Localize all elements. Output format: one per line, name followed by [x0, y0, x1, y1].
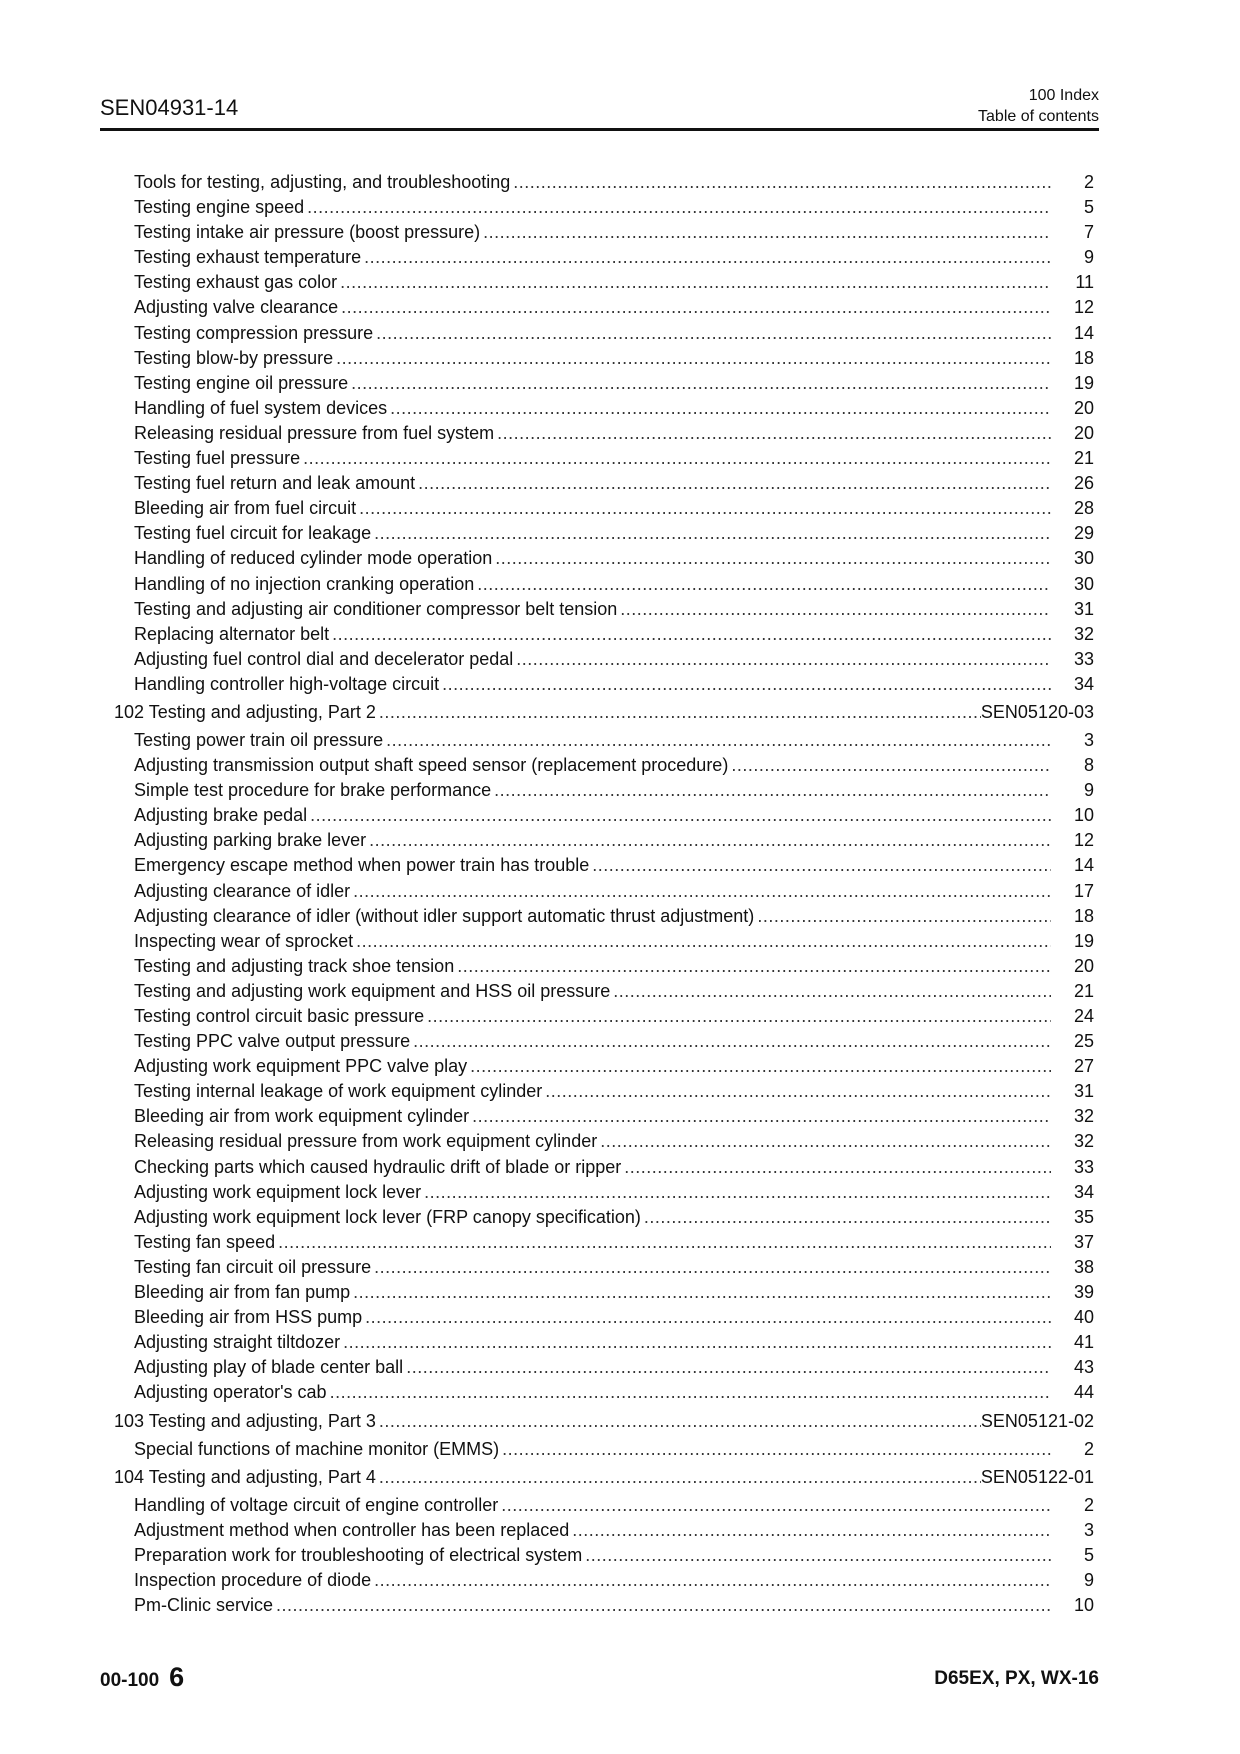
toc-entry-row	[114, 1332, 1094, 1357]
toc-leader-dots	[600, 1131, 1051, 1152]
toc-entry-title: Inspecting wear of sprocket	[134, 930, 354, 951]
header-section	[978, 85, 1099, 127]
toc-leader-dots	[353, 1282, 1051, 1303]
toc-entry-title: Pm-Clinic service	[134, 1594, 274, 1615]
toc-entry-title: Emergency escape method when power train has trouble	[134, 855, 590, 876]
toc-entry-page: 35	[1073, 1206, 1094, 1227]
toc-entry-page: 7	[1083, 222, 1094, 243]
table-of-contents	[114, 172, 1094, 1620]
toc-entry-title: Adjusting play of blade center ball	[134, 1357, 404, 1378]
toc-leader-dots	[341, 297, 1051, 318]
toc-entry-page: 34	[1073, 673, 1094, 694]
toc-leader-dots	[644, 1207, 1051, 1228]
toc-leader-dots	[424, 1182, 1051, 1203]
toc-entry-title: 102 Testing and adjusting, Part 2	[114, 701, 376, 722]
toc-leader-dots	[353, 881, 1051, 902]
toc-leader-dots	[406, 1357, 1051, 1378]
toc-entry-title: Adjusting work equipment lock lever	[134, 1181, 422, 1202]
toc-entry-title: Bleeding air from HSS pump	[134, 1307, 363, 1328]
toc-leader-dots	[379, 1411, 981, 1432]
toc-entry-title: Bleeding air from work equipment cylinder	[134, 1106, 470, 1127]
toc-entry-title: Testing fuel return and leak amount	[134, 473, 416, 494]
toc-leader-dots	[457, 956, 1051, 977]
toc-entry-row	[114, 498, 1094, 523]
toc-entry-title: Bleeding air from fan pump	[134, 1282, 351, 1303]
toc-entry-title: Bleeding air from fuel circuit	[134, 498, 357, 519]
toc-entry-row	[114, 247, 1094, 272]
toc-leader-dots	[516, 649, 1051, 670]
toc-entry-row	[114, 423, 1094, 448]
toc-entry-page: 5	[1083, 197, 1094, 218]
toc-leader-dots	[364, 247, 1051, 268]
toc-entry-row	[114, 1006, 1094, 1031]
toc-entry-page: 17	[1073, 880, 1094, 901]
footer-page-ref	[100, 1662, 184, 1693]
toc-entry-page: 39	[1073, 1282, 1094, 1303]
toc-entry-page: 37	[1073, 1231, 1094, 1252]
toc-entry-title: Checking parts which caused hydraulic drift of blade or ripper	[134, 1156, 622, 1177]
toc-entry-row	[114, 780, 1094, 805]
toc-leader-dots	[376, 323, 1051, 344]
toc-entry-row	[114, 574, 1094, 599]
toc-entry-title: Testing intake air pressure (boost pressure)	[134, 222, 481, 243]
toc-entry-title: Testing blow-by pressure	[134, 347, 334, 368]
toc-entry-page: 2	[1083, 1494, 1094, 1515]
toc-entry-title: Adjusting operator's cab	[134, 1382, 327, 1403]
toc-section-row	[114, 699, 1094, 730]
toc-leader-dots	[307, 197, 1051, 218]
toc-entry-row	[114, 730, 1094, 755]
toc-leader-dots	[494, 780, 1051, 801]
toc-entry-page: 20	[1073, 955, 1094, 976]
toc-entry-page: 38	[1073, 1256, 1094, 1277]
toc-leader-dots	[336, 348, 1051, 369]
toc-entry-page: 21	[1073, 448, 1094, 469]
toc-entry-page: 18	[1073, 347, 1094, 368]
toc-leader-dots	[757, 906, 1051, 927]
toc-entry-page: 20	[1073, 422, 1094, 443]
toc-entry-page: 2	[1083, 172, 1094, 192]
toc-entry-page: 2	[1083, 1438, 1094, 1459]
toc-entry-page: 44	[1073, 1382, 1094, 1403]
toc-entry-page: 32	[1073, 623, 1094, 644]
toc-entry-page: 28	[1073, 498, 1094, 519]
toc-entry-title: Handling of reduced cylinder mode operation	[134, 548, 493, 569]
toc-entry-page: 26	[1073, 473, 1094, 494]
toc-leader-dots	[495, 548, 1051, 569]
toc-leader-dots	[351, 373, 1051, 394]
toc-entry-row	[114, 398, 1094, 423]
toc-entry-row	[114, 548, 1094, 573]
footer-models: D65EX, PX, WX-16	[934, 1668, 1099, 1689]
toc-leader-dots	[356, 931, 1051, 952]
toc-entry-row	[114, 448, 1094, 473]
toc-entry-title: Special functions of machine monitor (EMMS)	[134, 1438, 500, 1459]
toc-entry-title: Testing compression pressure	[134, 322, 374, 343]
toc-entry-page: 33	[1073, 1156, 1094, 1177]
toc-leader-dots	[330, 1382, 1051, 1403]
toc-entry-page: 20	[1073, 397, 1094, 418]
toc-leader-dots	[332, 624, 1051, 645]
toc-leader-dots	[513, 172, 1051, 193]
toc-entry-row	[114, 1545, 1094, 1570]
toc-entry-row	[114, 373, 1094, 398]
toc-entry-row	[114, 649, 1094, 674]
toc-entry-page: 10	[1073, 1594, 1094, 1615]
toc-entry-row	[114, 1232, 1094, 1257]
toc-entry-title: Testing and adjusting track shoe tension	[134, 955, 455, 976]
toc-entry-row	[114, 1081, 1094, 1106]
toc-leader-dots	[483, 222, 1051, 243]
toc-leader-dots	[620, 599, 1051, 620]
toc-entry-title: Testing fuel pressure	[134, 448, 301, 469]
toc-entry-row	[114, 1520, 1094, 1545]
toc-entry-page: 33	[1073, 648, 1094, 669]
toc-entry-title: Adjusting valve clearance	[134, 297, 339, 318]
toc-leader-dots	[374, 523, 1051, 544]
toc-section-row	[114, 1408, 1094, 1439]
toc-leader-dots	[731, 755, 1051, 776]
toc-leader-dots	[472, 1106, 1051, 1127]
index-label: 100 Index	[1028, 87, 1099, 104]
toc-entry-title: 104 Testing and adjusting, Part 4	[114, 1466, 376, 1487]
toc-entry-title: Testing fuel circuit for leakage	[134, 523, 372, 544]
toc-entry-title: Handling of fuel system devices	[134, 397, 388, 418]
toc-entry-row	[114, 1357, 1094, 1382]
toc-entry-page: 5	[1083, 1544, 1094, 1565]
toc-leader-dots	[303, 448, 1051, 469]
toc-entry-row	[114, 1031, 1094, 1056]
toc-entry-row	[114, 172, 1094, 197]
toc-entry-page: 25	[1073, 1031, 1094, 1052]
toc-entry-page: SEN05120-03	[980, 701, 1094, 722]
toc-entry-title: Testing control circuit basic pressure	[134, 1006, 425, 1026]
toc-entry-title: Replacing alternator belt	[134, 623, 330, 644]
toc-leader-dots	[374, 1570, 1051, 1591]
document-id: SEN04931-14	[100, 95, 239, 120]
toc-entry-row	[114, 272, 1094, 297]
toc-entry-page: 9	[1083, 247, 1094, 268]
toc-entry-row	[114, 855, 1094, 880]
toc-entry-page: 30	[1073, 573, 1094, 594]
toc-leader-dots	[502, 1439, 1051, 1460]
toc-entry-page: 14	[1073, 855, 1094, 876]
toc-entry-title: 103 Testing and adjusting, Part 3	[114, 1410, 376, 1431]
toc-entry-row	[114, 1106, 1094, 1131]
toc-entry-row	[114, 805, 1094, 830]
toc-leader-dots	[343, 1332, 1051, 1353]
toc-entry-row	[114, 755, 1094, 780]
toc-entry-title: Releasing residual pressure from work equipment cylinder	[134, 1131, 598, 1152]
toc-entry-row	[114, 956, 1094, 981]
toc-entry-title: Adjusting transmission output shaft speed sensor (replacement procedure)	[134, 755, 729, 776]
toc-entry-page: 18	[1073, 905, 1094, 926]
toc-entry-row	[114, 881, 1094, 906]
footer-page-number: 6	[169, 1662, 185, 1692]
toc-entry-title: Simple test procedure for brake performance	[134, 780, 492, 801]
toc-leader-dots	[278, 1232, 1051, 1253]
toc-entry-row	[114, 1282, 1094, 1307]
toc-entry-row	[114, 1439, 1094, 1464]
toc-entry-page: 32	[1073, 1106, 1094, 1127]
toc-entry-title: Tools for testing, adjusting, and troubleshooting	[134, 172, 511, 192]
toc-leader-dots	[379, 702, 981, 723]
toc-entry-page: 9	[1083, 1569, 1094, 1590]
toc-leader-dots	[413, 1031, 1051, 1052]
toc-entry-title: Preparation work for troubleshooting of electrical system	[134, 1544, 583, 1565]
toc-entry-title: Adjusting parking brake lever	[134, 830, 367, 851]
toc-entry-title: Testing power train oil pressure	[134, 729, 384, 750]
toc-entry-title: Inspection procedure of diode	[134, 1569, 372, 1590]
toc-leader-dots	[613, 981, 1051, 1002]
toc-entry-title: Adjusting straight tiltdozer	[134, 1332, 341, 1353]
toc-leader-dots	[427, 1006, 1051, 1027]
toc-leader-dots	[365, 1307, 1051, 1328]
toc-entry-title: Adjustment method when controller has been replaced	[134, 1519, 570, 1540]
toc-entry-row	[114, 323, 1094, 348]
toc-leader-dots	[379, 1467, 981, 1488]
toc-leader-dots	[545, 1081, 1051, 1102]
toc-leader-dots	[572, 1520, 1051, 1541]
toc-entry-page: SEN05121-02	[980, 1410, 1094, 1431]
toc-entry-page: 32	[1073, 1131, 1094, 1152]
toc-leader-dots	[374, 1257, 1051, 1278]
toc-entry-page: 8	[1083, 755, 1094, 776]
toc-entry-page: 12	[1073, 830, 1094, 851]
toc-entry-title: Testing exhaust temperature	[134, 247, 362, 268]
toc-entry-title: Testing and adjusting air conditioner compressor belt tension	[134, 598, 618, 619]
toc-entry-page: 27	[1073, 1056, 1094, 1077]
toc-entry-row	[114, 523, 1094, 548]
toc-entry-page: 34	[1073, 1181, 1094, 1202]
toc-entry-title: Testing fan circuit oil pressure	[134, 1256, 372, 1277]
toc-leader-dots	[276, 1595, 1051, 1616]
toc-entry-title: Handling of no injection cranking operation	[134, 573, 475, 594]
toc-entry-row	[114, 830, 1094, 855]
toc-leader-dots	[418, 473, 1051, 494]
toc-entry-page: 19	[1073, 372, 1094, 393]
toc-leader-dots	[477, 574, 1051, 595]
toc-entry-row	[114, 1157, 1094, 1182]
footer-code: 00-100	[100, 1670, 160, 1691]
toc-leader-dots	[501, 1495, 1051, 1516]
toc-entry-title: Handling of voltage circuit of engine controller	[134, 1494, 499, 1515]
toc-entry-page: 3	[1083, 729, 1094, 750]
toc-entry-page: 41	[1073, 1332, 1094, 1353]
section-label: Table of contents	[978, 108, 1099, 125]
toc-entry-page: 43	[1073, 1357, 1094, 1378]
toc-entry-title: Testing exhaust gas color	[134, 272, 338, 293]
toc-entry-title: Adjusting clearance of idler	[134, 880, 351, 901]
toc-entry-page: 31	[1073, 598, 1094, 619]
toc-entry-title: Testing engine speed	[134, 197, 305, 218]
toc-leader-dots	[592, 855, 1051, 876]
toc-entry-title: Testing internal leakage of work equipment cylinder	[134, 1081, 543, 1102]
toc-entry-row	[114, 674, 1094, 699]
toc-entry-title: Adjusting work equipment lock lever (FRP canopy specification)	[134, 1206, 641, 1227]
toc-entry-row	[114, 1056, 1094, 1081]
toc-leader-dots	[497, 423, 1051, 444]
toc-leader-dots	[310, 805, 1051, 826]
toc-entry-row	[114, 222, 1094, 247]
toc-leader-dots	[340, 272, 1051, 293]
toc-entry-title: Adjusting work equipment PPC valve play	[134, 1056, 468, 1077]
toc-leader-dots	[442, 674, 1051, 695]
toc-entry-row	[114, 1495, 1094, 1520]
toc-entry-page: 11	[1075, 272, 1094, 293]
toc-entry-title: Adjusting fuel control dial and decelerator pedal	[134, 648, 514, 669]
toc-entry-page: 29	[1073, 523, 1094, 544]
toc-entry-title: Testing fan speed	[134, 1231, 276, 1252]
toc-leader-dots	[386, 730, 1051, 751]
toc-leader-dots	[369, 830, 1051, 851]
toc-entry-row	[114, 981, 1094, 1006]
toc-entry-row	[114, 473, 1094, 498]
toc-entry-row	[114, 297, 1094, 322]
toc-entry-row	[114, 1207, 1094, 1232]
toc-entry-page: 14	[1073, 322, 1094, 343]
toc-entry-page: 21	[1073, 980, 1094, 1001]
toc-entry-row	[114, 906, 1094, 931]
toc-entry-page: 30	[1073, 548, 1094, 569]
toc-entry-page: 12	[1073, 297, 1094, 318]
header-divider	[100, 128, 1099, 131]
toc-entry-row	[114, 1570, 1094, 1595]
toc-entry-page: 9	[1083, 780, 1094, 801]
toc-entry-row	[114, 1595, 1094, 1620]
toc-entry-row	[114, 1382, 1094, 1407]
toc-entry-page: 40	[1073, 1307, 1094, 1328]
toc-entry-page: SEN05122-01	[980, 1466, 1094, 1487]
toc-entry-row	[114, 1307, 1094, 1332]
toc-entry-row	[114, 931, 1094, 956]
toc-entry-page: 3	[1083, 1519, 1094, 1540]
toc-entry-row	[114, 1182, 1094, 1207]
toc-entry-page: 24	[1073, 1006, 1094, 1026]
toc-entry-title: Testing and adjusting work equipment and HSS oil pressure	[134, 980, 611, 1001]
toc-entry-title: Adjusting brake pedal	[134, 805, 308, 826]
toc-entry-title: Releasing residual pressure from fuel system	[134, 422, 495, 443]
toc-entry-page: 10	[1073, 805, 1094, 826]
toc-entry-row	[114, 348, 1094, 373]
toc-entry-page: 19	[1073, 930, 1094, 951]
toc-entry-row	[114, 197, 1094, 222]
toc-leader-dots	[390, 398, 1051, 419]
toc-entry-row	[114, 599, 1094, 624]
toc-entry-title: Handling controller high-voltage circuit	[134, 673, 440, 694]
toc-leader-dots	[470, 1056, 1051, 1077]
toc-leader-dots	[359, 498, 1051, 519]
toc-entry-page: 31	[1073, 1081, 1094, 1102]
toc-entry-row	[114, 624, 1094, 649]
toc-leader-dots	[585, 1545, 1051, 1566]
toc-entry-title: Testing PPC valve output pressure	[134, 1031, 411, 1052]
toc-leader-dots	[624, 1157, 1051, 1178]
toc-entry-title: Adjusting clearance of idler (without idler support automatic thrust adjustment)	[134, 905, 755, 926]
toc-section-row	[114, 1464, 1094, 1495]
toc-entry-title: Testing engine oil pressure	[134, 372, 349, 393]
toc-entry-row	[114, 1257, 1094, 1282]
toc-entry-row	[114, 1131, 1094, 1156]
